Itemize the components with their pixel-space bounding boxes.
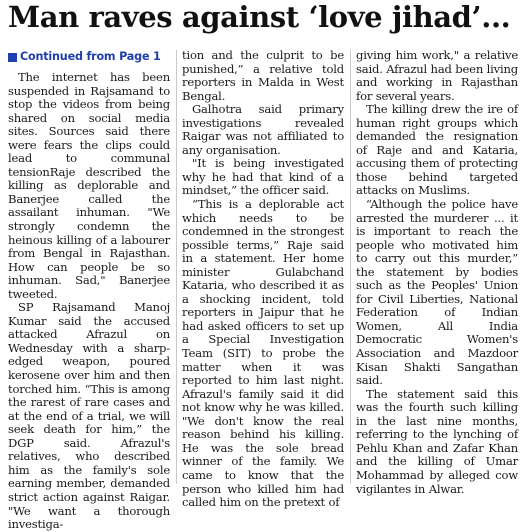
headline: Man raves against ‘love jihad’... — [8, 0, 511, 34]
article-column-1 — [8, 49, 170, 532]
article-column-3 — [356, 48, 518, 496]
article-column-2 — [182, 48, 344, 510]
paragraph: “Although the police have arrested the murderer ... it is important to reach the people who motivated him to carry out this murder,” the statement by bodies such as the Peoples' Union for Civil Liberties, National Federation of Indian Women, All India Democratic Women's Association and Mazdoor Kisan Shakti Sangathan said. — [356, 197, 518, 388]
kicker-label: Continued from Page 1 — [20, 50, 161, 64]
paragraph: "It is being investigated why he had that kind of a mindset,” the officer said. — [182, 156, 344, 198]
paragraph: giving him work," a relative said. Afrazul had been living and working in Rajasthan for several years. — [356, 48, 518, 103]
paragraph: The killing drew the ire of human right groups which demanded the resignation of Raje and and Kataria, accusing them of protecting those behind targeted attacks on Muslims. — [356, 102, 518, 198]
column-rule — [350, 50, 351, 484]
column-rule — [176, 50, 177, 484]
paragraph: The internet has been suspended in Rajsamand to stop the videos from being shared on social media sites. Sources said there were fears the clips could lead to communal tensionRaje described the killing as deplorable and Banerjee called the assailant inhuman. "We strongly condemn the heinous killing of a labourer from Bengal in Rajasthan. How can people be so inhuman. Sad," Banerjee tweeted. — [8, 70, 170, 301]
paragraph: The statement said this was the fourth such killing in the last nine months, referring to the lynching of Pehlu Khan and Zafar Khan and the killing of Umar Mohammad by alleged cow vigilantes in Alwar. — [356, 386, 518, 496]
continued-kicker — [8, 49, 170, 65]
paragraph: “This is a deplorable act which needs to be condemned in the strongest possible terms,” Raje said in a statement. Her home minister Gulabchand Kataria, who described it as a shocking incident, told reporters in Jaipur that he had asked officers to set up a Special Investigation Team (SIT) to probe the matter when it was reported to him last night. Afrazul's family said it did not know why he was killed. "We don't know the real reason behind his killing. He was the sole bread winner of the family. We came to know that the person who killed him had called him on the pretext of — [182, 197, 344, 510]
paragraph: Galhotra said primary investigations revealed Raigar was not affiliated to any organisation. — [182, 102, 344, 157]
square-bullet-icon — [8, 53, 17, 62]
paragraph: SP Rajsamand Manoj Kumar said the accused attacked Afrazul on Wednesday with a sharp-edged weapon, poured kerosene over him and then torched him. “This is among the rarest of rare cases and at the end of a trial, we will seek death for him,” the DGP said. Afrazul's relatives, who described him as the family's sole earning member, demanded strict action against Raigar. "We want a thorough investiga- — [8, 300, 170, 532]
paragraph: tion and the culprit to be punished,” a relative told reporters in Malda in West Bengal. — [182, 48, 344, 103]
